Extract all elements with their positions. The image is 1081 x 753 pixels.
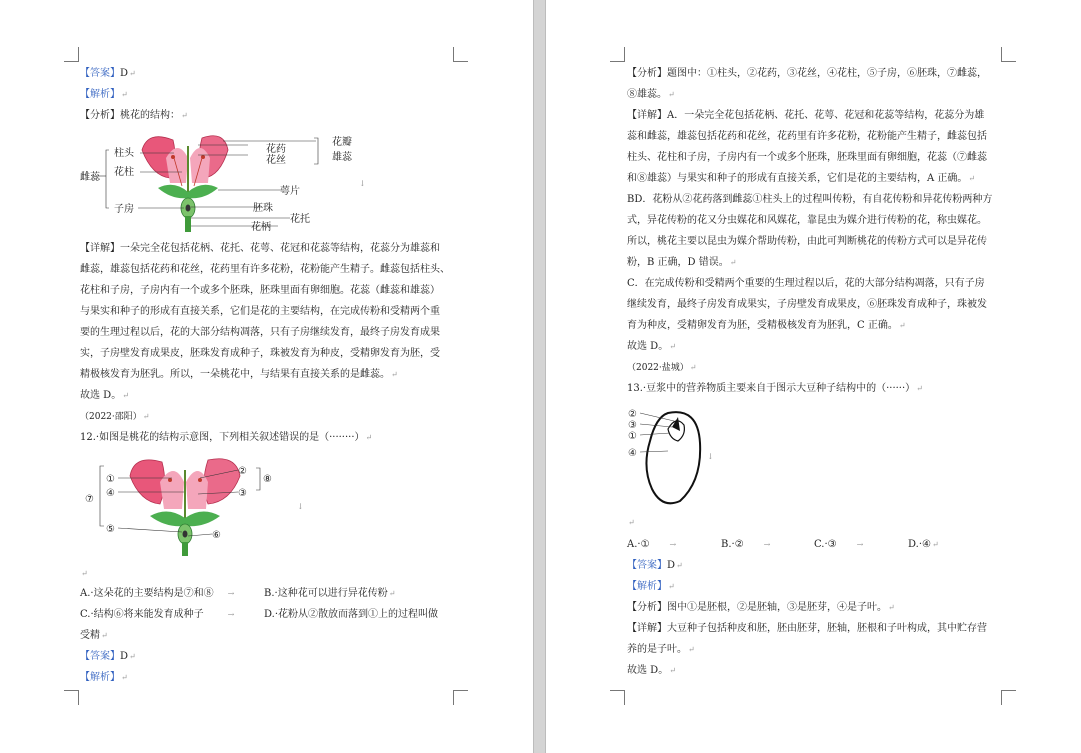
diagram-label: 雄蕊 [332,152,352,163]
paragraph-line: 育为种皮，受精卵发育为胚，受精极核发育为胚乳，C 正确。↵ [627,320,906,331]
paragraph-line: 式，异花传粉的花又分虫媒花和风媒花，靠昆虫为媒介进行传粉的花，称虫媒花。 [627,215,987,226]
paragraph-line: 【分析】图中①是胚根，②是胚轴，③是胚芽，④是子叶。↵ [627,602,895,613]
option-d-continued: 受精↵ [80,630,108,641]
source-line: （2022·邵阳）↵ [80,412,150,422]
question-12: 12.·如图是桃花的结构示意图，下列相关叙述错误的是（········）↵ [80,432,373,443]
diagram-number: ⑦ [85,494,94,505]
option-c: C.·结构⑥将来能发育成种子 → [80,609,235,620]
option-c: C.·③ → [814,539,864,550]
soybean-seed-diagram [628,403,718,509]
corner-mark [610,690,625,705]
analysis-heading: 【解析】↵ [627,581,675,592]
diagram-number: ⑥ [212,530,221,541]
analysis-heading: 【解析】↵ [80,672,128,683]
corner-mark [1001,690,1016,705]
corner-mark [453,47,468,62]
paragraph-line: 蕊和雌蕊，雄蕊包括花药和花丝，花药里有许多花粉，花粉能产生精子，雌蕊包括 [627,131,987,142]
paragraph-line: 精极核发育为胚乳。所以，一朵桃花中，与结果有直接关系的是雌蕊。↵ [80,369,398,380]
paragraph-line: 【分析】题图中：①柱头，②花药，③花丝，④花柱，⑤子房，⑥胚珠，⑦雌蕊， [627,68,987,79]
paragraph-line: 故选 D。↵ [627,341,676,352]
paragraph-line: 与果实和种子的形成有直接关系，它们是花的主要结构，在完成传粉和受精两个重 [80,306,440,317]
page-gutter [533,0,546,753]
diagram-label: 花托 [290,214,310,225]
corner-mark [64,690,79,705]
analysis-heading: 【解析】↵ [80,89,128,100]
diagram-label: 花瓣 [332,137,352,148]
paragraph-line: 【详解】A．一朵完全花包括花柄、花托、花萼、花冠和花蕊等结构，花蕊分为雄 [627,110,985,121]
option-a: A.·这朵花的主要结构是⑦和⑧ → [80,588,235,599]
paragraph-line: 柱头、花柱和子房，子房内有一个或多个胚珠，胚珠里面有卵细胞，花蕊（⑦雌蕊 [627,152,987,163]
seed-label: ① [628,431,637,442]
seed-label: ② [628,409,637,420]
paragraph-line: 养的是子叶。↵ [627,644,695,655]
paragraph-line: 【详解】大豆种子包括种皮和胚，胚由胚芽，胚轴，胚根和子叶构成，其中贮存营 [627,623,987,634]
paragraph-line: C．在完成传粉和受精两个重要的生理过程以后，花的大部分结构凋落，只有子房 [627,278,985,289]
option-a: A.·① → [627,539,677,550]
diagram-number: ④ [106,488,115,499]
diagram-label: 花柄 [251,222,271,233]
corner-mark [453,690,468,705]
paragraph-line: 故选 D。↵ [627,665,676,676]
paragraph-line: 花柱和子房，子房内有一个或多个胚珠，胚珠里面有卵细胞。花蕊（雌蕊和雄蕊） [80,285,440,296]
diagram-label: 花柱 [114,167,134,178]
diagram-label: 雌蕊 [80,172,100,183]
source-line: （2022·盐城）↵ [627,363,697,373]
paragraph-line: 实，子房壁发育成果皮，胚珠发育成种子，珠被发育为种皮，受精卵发育为胚，受 [80,348,440,359]
diagram-number: ① [106,474,115,485]
corner-mark [64,47,79,62]
question-13: 13.·豆浆中的营养物质主要来自于图示大豆种子结构中的（······）↵ [627,383,923,394]
option-b: B.·② → [721,539,771,550]
diagram-label: 胚珠 [253,203,273,214]
answer-line: 【答案】D↵ [627,560,683,571]
answer-line: 【答案】D↵ [80,68,136,79]
paragraph-line: BD．花粉从②花药落到雌蕊①柱头上的过程叫传粉，有自花传粉和异花传粉两种方 [627,194,993,205]
paragraph-line: 和⑧雄蕊）与果实和种子的形成有直接关系，它们是花的主要结构，A 正确。↵ [627,173,976,184]
answer-line: 【答案】D↵ [80,651,136,662]
paragraph-line: 【分析】桃花的结构：↵ [80,110,188,121]
paragraph-line: 故选 D。↵ [80,390,129,401]
option-d: D.·花粉从②散放而落到①上的过程叫做 [264,609,439,620]
left-page: 【答案】D↵ 【解析】↵ 【分析】桃花的结构：↵ 柱头 花柱 雌蕊 子房 花药 花丝 花瓣 雄蕊 萼片 胚珠 花托 花柄 ↓ 【详解】一朵完全花包括花柄、花托、花萼、花冠和花蕊等结构，花蕊分为雄蕊和 雌蕊，雄蕊包括花药和花丝，花药里有许多花粉，花粉能产生精子。雌蕊包括柱头、 花柱和子房，子房内有一个或多个胚珠，胚珠里面有卵细胞。花蕊（雌蕊和雄蕊） 与果实和种子的形成有直接关系，它们是花的主要结构，在完成传粉和受精两个重 要的生理过程以后，花的大部分结构凋落，只有子房继续发育，最终子房发育成果 实，子房壁发育成果皮，胚珠发育成种子，珠被发育为种皮，受精卵发育为胚，受 精极核发育为胚乳。所以，一朵桃花中，与结果有直接关系的是雌蕊。↵ 故选 D。↵ （2022·邵阳）↵ 12.·如图是桃花的结构示意图，下列相关叙述错误的是（········）↵ ① ④ ⑦ ⑤ ② ③ ⑧ ⑥ ↓ ↵ A.·这朵花的主要结构是⑦和⑧ → B.·这种花可以进行异花传粉↵ C.·结构⑥将来能发育成种子 → D.·花粉从②散放而落到①上的过程叫做 受精↵ 【答案】D↵ 【解析】↵ [0,0,533,753]
diagram-label: 花丝 [266,155,286,166]
paragraph-line: 要的生理过程以后，花的大部分结构凋落，只有子房继续发育，最终子房发育成果 [80,327,440,338]
diagram-label: 子房 [114,204,134,215]
paragraph-line: ⑧雄蕊。↵ [627,89,675,100]
peach-flower-numbered-diagram [80,454,280,558]
right-page: 【分析】题图中：①柱头，②花药，③花丝，④花柱，⑤子房，⑥胚珠，⑦雌蕊， ⑧雄蕊。↵ 【详解】A．一朵完全花包括花柄、花托、花萼、花冠和花蕊等结构，花蕊分为雄 蕊和雌蕊，雄蕊包括花药和花丝，花药里有许多花粉，花粉能产生精子，雌蕊包括 柱头、花柱和子房，子房内有一个或多个胚珠，胚珠里面有卵细胞，花蕊（⑦雌蕊 和⑧雄蕊）与果实和种子的形成有直接关系，它们是花的主要结构，A 正确。↵ BD．花粉从②花药落到雌蕊①柱头上的过程叫传粉，有自花传粉和异花传粉两种方 式，异花传粉的花又分虫媒花和风媒花，靠昆虫为媒介进行传粉的花，称虫媒花。 所以，桃花主要以昆虫为媒介帮助传粉，由此可判断桃花的传粉方式可以是异花传 粉，B 正确，D 错误。↵ C．在完成传粉和受精两个重要的生理过程以后，花的大部分结构凋落，只有子房 继续发育，最终子房发育成果实，子房壁发育成果皮，⑥胚珠发育成种子，珠被发 育为种皮，受精卵发育为胚，受精极核发育为胚乳，C 正确。↵ 故选 D。↵ （2022·盐城）↵ 13.·豆浆中的营养物质主要来自于图示大豆种子结构中的（······）↵ ② ③ ① ④ ↓ ↵ A.·① → B.·② → C.·③ → D.·④↵ 【答案】D↵ 【解析】↵ 【分析】图中①是胚根，②是胚轴，③是胚芽，④是子叶。↵ 【详解】大豆种子包括种皮和胚，胚由胚芽，胚轴，胚根和子叶构成，其中贮存营 养的是子叶。↵ 故选 D。↵ [546,0,1081,753]
paragraph-line: 继续发育，最终子房发育成果实，子房壁发育成果皮，⑥胚珠发育成种子，珠被发 [627,299,987,310]
diagram-number: ⑧ [263,474,272,485]
diagram-number: ③ [238,488,247,499]
seed-label: ③ [628,420,637,431]
option-b: B.·这种花可以进行异花传粉↵ [264,588,396,599]
diagram-label: 萼片 [280,186,300,197]
option-d: D.·④↵ [908,539,939,550]
diagram-label: 花药 [266,144,286,155]
diagram-number: ⑤ [106,524,115,535]
paragraph-line: 【详解】一朵完全花包括花柄、花托、花萼、花冠和花蕊等结构，花蕊分为雄蕊和 [80,243,440,254]
paragraph-line: 所以，桃花主要以昆虫为媒介帮助传粉，由此可判断桃花的传粉方式可以是异花传 [627,236,987,247]
diagram-label: 柱头 [114,148,134,159]
corner-mark [610,47,625,62]
flower-drawing [142,136,228,232]
paragraph-line: 粉，B 正确，D 错误。↵ [627,257,737,268]
diagram-number: ② [238,466,247,477]
seed-label: ④ [628,448,637,459]
peach-flower-diagram [78,128,378,234]
corner-mark [1001,47,1016,62]
paragraph-line: 雌蕊，雄蕊包括花药和花丝，花药里有许多花粉，花粉能产生精子。雌蕊包括柱头、 [80,264,450,275]
